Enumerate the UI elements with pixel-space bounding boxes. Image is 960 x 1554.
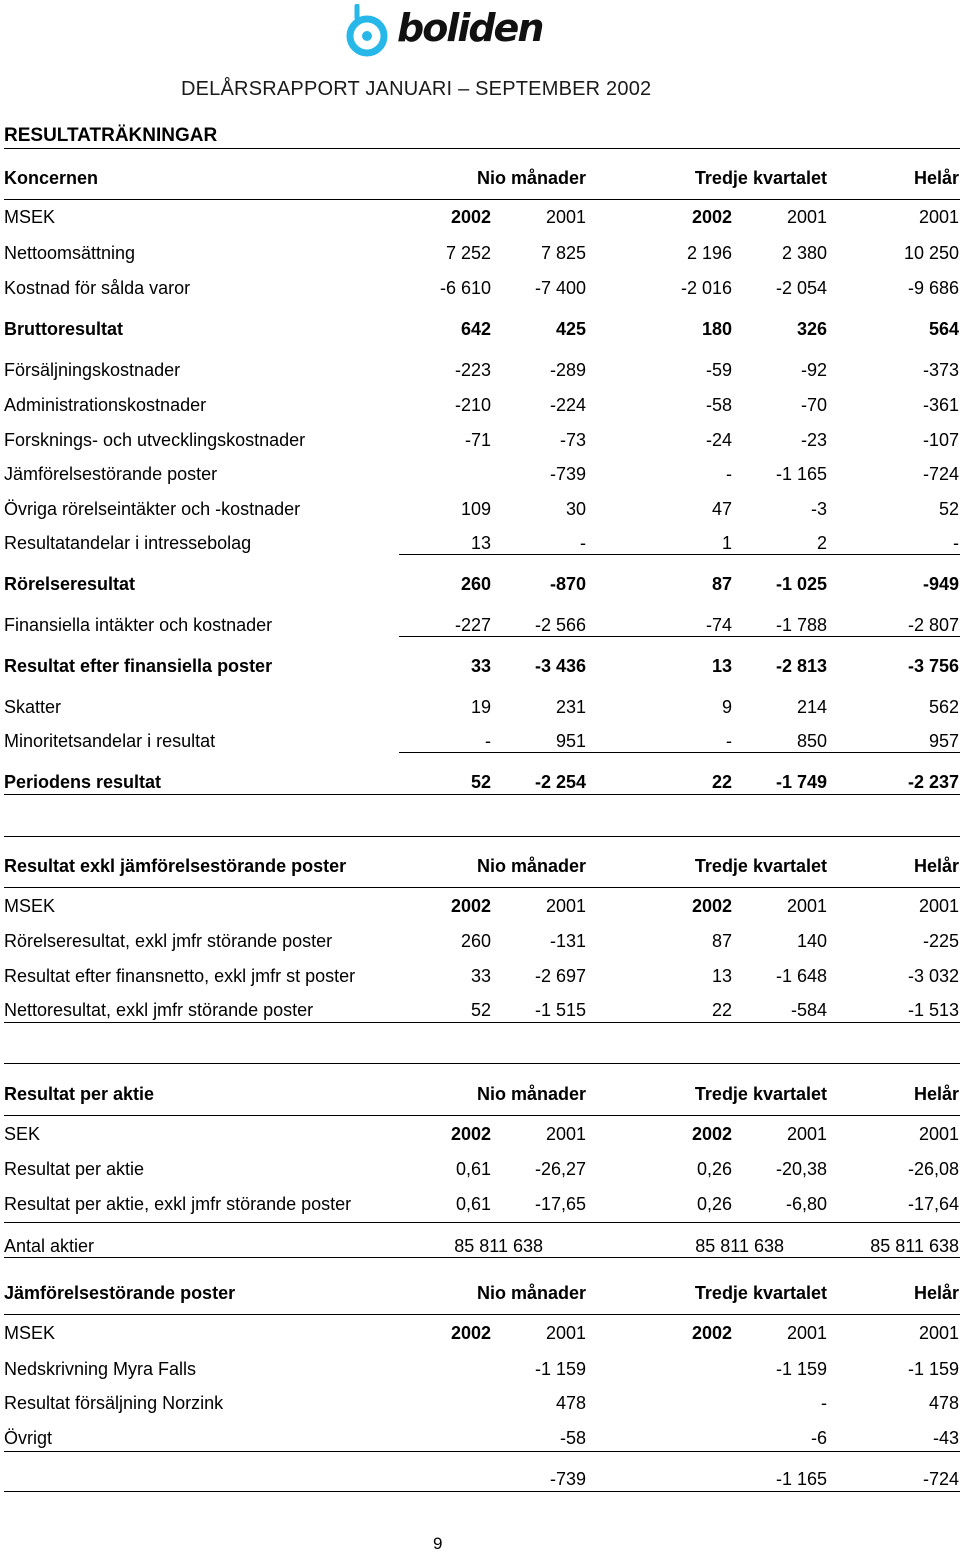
section-header-rule [4, 1314, 960, 1315]
section-title: Resultat per aktie [4, 1084, 155, 1104]
section-title: Resultat exkl jämförelsestörande poster [4, 856, 347, 876]
column-header-nio-manader: Nio månader [476, 168, 586, 188]
cell-value: 260 [460, 931, 491, 951]
cell-value: -26,27 [534, 1159, 586, 1179]
total-rule [4, 1022, 960, 1023]
cell-value: 0,61 [455, 1194, 491, 1214]
year-header: 2002 [691, 1124, 732, 1144]
column-header-helar: Helår [913, 168, 959, 188]
cell-value: -7 400 [534, 278, 586, 298]
year-header: 2002 [450, 1323, 491, 1343]
cell-value: -225 [922, 931, 959, 951]
cell-value: -373 [922, 360, 959, 380]
cell-value: -739 [549, 1469, 586, 1489]
table-row [0, 278, 960, 302]
cell-value: 47 [711, 499, 732, 519]
table-row [0, 772, 960, 796]
cell-value: -1 165 [775, 1469, 827, 1489]
column-header-helar: Helår [913, 1283, 959, 1303]
row-label: Resultat försäljning Norzink [4, 1393, 224, 1413]
cell-value: -3 [810, 499, 827, 519]
rule-line [4, 1257, 960, 1258]
cell-value: 52 [470, 1000, 491, 1020]
cell-value: -227 [454, 615, 491, 635]
row-label: Finansiella intäkter och kostnader [4, 615, 273, 635]
unit-label: MSEK [4, 896, 56, 916]
cell-value: -724 [922, 1469, 959, 1489]
cell-value: - [953, 533, 959, 553]
page-number: 9 [433, 1534, 443, 1553]
column-header-helar: Helår [913, 1084, 959, 1104]
cell-value: -224 [549, 395, 586, 415]
cell-value: -223 [454, 360, 491, 380]
year-header: 2002 [450, 1124, 491, 1144]
table-row [0, 931, 960, 955]
boliden-logo-text: boliden [397, 6, 543, 50]
unit-label: MSEK [4, 1323, 56, 1343]
row-label: Resultat per aktie, exkl jmfr störande poster [4, 1194, 352, 1214]
cell-value: -92 [800, 360, 827, 380]
cell-value: 478 [928, 1393, 959, 1413]
cell-value: -1 165 [775, 464, 827, 484]
cell-value: -1 159 [907, 1359, 959, 1379]
cell-value: -23 [800, 430, 827, 450]
unit-row [0, 1323, 960, 1347]
cell-value: -107 [922, 430, 959, 450]
cell-value: -361 [922, 395, 959, 415]
row-label: Nedskrivning Myra Falls [4, 1359, 197, 1379]
cell-value: -210 [454, 395, 491, 415]
section-header-rule [4, 887, 960, 888]
row-label: Jämförelsestörande poster [4, 464, 218, 484]
table-row [0, 319, 960, 343]
report-title: DELÅRSRAPPORT JANUARI – SEPTEMBER 2002 [181, 78, 652, 100]
cell-value: 326 [796, 319, 827, 339]
table-row [0, 1359, 960, 1383]
cell-value: -6 610 [439, 278, 491, 298]
cell-value: -1 788 [775, 615, 827, 635]
table-row [0, 1000, 960, 1024]
table-row [0, 395, 960, 419]
cell-value: 33 [470, 656, 491, 676]
cell-value: -2 813 [775, 656, 827, 676]
cell-value: -1 159 [534, 1359, 586, 1379]
section-header [0, 856, 960, 880]
row-label: Administrationskostnader [4, 395, 207, 415]
row-label: Rörelseresultat, exkl jmfr störande poster [4, 931, 333, 951]
section-top-rule [4, 1063, 960, 1064]
row-label: Resultat efter finansiella poster [4, 656, 273, 676]
cell-value: - [726, 464, 732, 484]
section-title: Koncernen [4, 168, 99, 188]
column-header-helar: Helår [913, 856, 959, 876]
cell-value: - [726, 731, 732, 751]
cell-value: 22 [711, 1000, 732, 1020]
unit-row [0, 896, 960, 920]
year-header: 2002 [691, 1323, 732, 1343]
cell-value: 2 [816, 533, 827, 553]
cell-value: -2 566 [534, 615, 586, 635]
cell-value: 87 [711, 574, 732, 594]
section-header-rule [4, 1115, 960, 1116]
column-header-nio-manader: Nio månader [476, 1283, 586, 1303]
year-header: 2001 [918, 1124, 959, 1144]
cell-value: 10 250 [903, 243, 959, 263]
cell-value: -289 [549, 360, 586, 380]
year-header: 2002 [450, 896, 491, 916]
unit-label: MSEK [4, 207, 56, 227]
column-header-tredje-kvartalet: Tredje kvartalet [694, 1084, 827, 1104]
cell-value: -584 [790, 1000, 827, 1020]
cell-value: 2 196 [686, 243, 732, 263]
cell-value: 214 [796, 697, 827, 717]
table-row [0, 243, 960, 267]
cell-value: -3 436 [534, 656, 586, 676]
cell-value: -739 [549, 464, 586, 484]
cell-value: 33 [470, 966, 491, 986]
section-header-rule [4, 199, 960, 200]
column-header-nio-manader: Nio månader [476, 1084, 586, 1104]
row-label: Forsknings- och utvecklingskostnader [4, 430, 306, 450]
cell-value: -17,64 [907, 1194, 959, 1214]
cell-value: -949 [922, 574, 959, 594]
cell-value: 564 [928, 319, 959, 339]
cell-value: 0,61 [455, 1159, 491, 1179]
year-header: 2001 [545, 207, 586, 227]
cell-value: -724 [922, 464, 959, 484]
column-header-tredje-kvartalet: Tredje kvartalet [694, 1283, 827, 1303]
year-header: 2001 [786, 1323, 827, 1343]
row-label: Skatter [4, 697, 62, 717]
cell-value: 85 811 638 [870, 1236, 959, 1256]
cell-value: 9 [721, 697, 732, 717]
section-title: Jämförelsestörande poster [4, 1283, 236, 1303]
cell-value: -2 054 [775, 278, 827, 298]
row-label: Kostnad för sålda varor [4, 278, 191, 298]
row-label: Resultatandelar i intressebolag [4, 533, 252, 553]
cell-value: -20,38 [775, 1159, 827, 1179]
column-header-nio-manader: Nio månader [476, 856, 586, 876]
table-row [0, 1159, 960, 1183]
cell-value: -1 513 [907, 1000, 959, 1020]
cell-value: 13 [711, 656, 732, 676]
row-label: Resultat per aktie [4, 1159, 145, 1179]
cell-value: 260 [460, 574, 491, 594]
boliden-logo-mark [345, 4, 393, 60]
section-top-rule [4, 148, 960, 149]
cell-value: -43 [932, 1428, 959, 1448]
total-rule [4, 1491, 960, 1492]
row-label: Nettoomsättning [4, 243, 136, 263]
cell-value: -58 [559, 1428, 586, 1448]
cell-value: 52 [470, 772, 491, 792]
unit-row [0, 1124, 960, 1148]
cell-value: 642 [460, 319, 491, 339]
year-header: 2001 [545, 1124, 586, 1144]
cell-value: -3 032 [907, 966, 959, 986]
year-header: 2002 [450, 207, 491, 227]
table-row [0, 1393, 960, 1417]
row-label: Försäljningskostnader [4, 360, 181, 380]
row-label: Nettoresultat, exkl jmfr störande poster [4, 1000, 314, 1020]
year-header: 2001 [545, 1323, 586, 1343]
row-label: Periodens resultat [4, 772, 162, 792]
row-label: Bruttoresultat [4, 319, 124, 339]
cell-value: -73 [559, 430, 586, 450]
row-label: Antal aktier [4, 1236, 95, 1256]
table-row [0, 1194, 960, 1218]
cell-value: -6,80 [785, 1194, 827, 1214]
section-header [0, 168, 960, 192]
cell-value: -58 [705, 395, 732, 415]
cell-value: - [580, 533, 586, 553]
column-header-tredje-kvartalet: Tredje kvartalet [694, 856, 827, 876]
cell-value: -1 025 [775, 574, 827, 594]
row-label: Övrigt [4, 1428, 53, 1448]
table-row [0, 360, 960, 384]
cell-value: 109 [460, 499, 491, 519]
cell-value: -24 [705, 430, 732, 450]
cell-value: -1 749 [775, 772, 827, 792]
year-header: 2001 [918, 1323, 959, 1343]
table-row [0, 430, 960, 454]
year-header: 2001 [918, 896, 959, 916]
cell-value: 957 [928, 731, 959, 751]
year-header: 2001 [786, 1124, 827, 1144]
cell-value: -3 756 [907, 656, 959, 676]
table-row [0, 697, 960, 721]
unit-label: SEK [4, 1124, 41, 1144]
cell-value: -2 237 [907, 772, 959, 792]
cell-value: -131 [549, 931, 586, 951]
rule-line [4, 1222, 960, 1223]
cell-value: -1 648 [775, 966, 827, 986]
cell-value: 0,26 [696, 1194, 732, 1214]
cell-value: -17,65 [534, 1194, 586, 1214]
cell-value: -9 686 [907, 278, 959, 298]
cell-value: 87 [711, 931, 732, 951]
section-top-rule [4, 836, 960, 837]
cell-value: 7 252 [445, 243, 491, 263]
total-rule [4, 794, 960, 795]
section-header [0, 1084, 960, 1108]
table-row [0, 499, 960, 523]
year-header: 2002 [691, 207, 732, 227]
cell-value: 140 [796, 931, 827, 951]
cell-value: 85 811 638 [695, 1236, 784, 1256]
subtotal-rule [399, 636, 960, 637]
table-row [0, 656, 960, 680]
cell-value: -1 159 [775, 1359, 827, 1379]
cell-value: -2 254 [534, 772, 586, 792]
cell-value: -870 [549, 574, 586, 594]
column-header-tredje-kvartalet: Tredje kvartalet [694, 168, 827, 188]
year-header: 2001 [545, 896, 586, 916]
subtotal-rule [4, 1451, 960, 1452]
cell-value: 7 825 [540, 243, 586, 263]
cell-value: 231 [555, 697, 586, 717]
document-heading: RESULTATRÄKNINGAR [4, 125, 218, 146]
table-row [0, 966, 960, 990]
cell-value: 478 [555, 1393, 586, 1413]
cell-value: 850 [796, 731, 827, 751]
year-header: 2001 [786, 896, 827, 916]
cell-value: 562 [928, 697, 959, 717]
cell-value: 85 811 638 [454, 1236, 543, 1256]
cell-value: 0,26 [696, 1159, 732, 1179]
table-row [0, 1469, 960, 1493]
cell-value: -71 [464, 430, 491, 450]
row-label: Rörelseresultat [4, 574, 136, 594]
row-label: Minoritetsandelar i resultat [4, 731, 216, 751]
table-row [0, 574, 960, 598]
year-header: 2002 [691, 896, 732, 916]
cell-value: 951 [555, 731, 586, 751]
year-header: 2001 [918, 207, 959, 227]
cell-value: 1 [721, 533, 732, 553]
subtotal-rule [399, 752, 960, 753]
boliden-logo [345, 4, 545, 60]
row-label: Övriga rörelseintäkter och -kostnader [4, 499, 301, 519]
cell-value: 13 [470, 533, 491, 553]
cell-value: -70 [800, 395, 827, 415]
cell-value: 13 [711, 966, 732, 986]
cell-value: - [485, 731, 491, 751]
cell-value: 30 [565, 499, 586, 519]
section-header [0, 1283, 960, 1307]
cell-value: 425 [555, 319, 586, 339]
cell-value: -2 697 [534, 966, 586, 986]
unit-row [0, 207, 960, 231]
subtotal-rule [399, 554, 960, 555]
cell-value: - [821, 1393, 827, 1413]
row-label: Resultat efter finansnetto, exkl jmfr st poster [4, 966, 356, 986]
cell-value: 22 [711, 772, 732, 792]
cell-value: -59 [705, 360, 732, 380]
cell-value: -74 [705, 615, 732, 635]
year-header: 2001 [786, 207, 827, 227]
cell-value: 19 [470, 697, 491, 717]
cell-value: -26,08 [907, 1159, 959, 1179]
cell-value: -2 807 [907, 615, 959, 635]
cell-value: -6 [810, 1428, 827, 1448]
table-row [0, 1428, 960, 1452]
cell-value: 180 [701, 319, 732, 339]
cell-value: -1 515 [534, 1000, 586, 1020]
cell-value: -2 016 [680, 278, 732, 298]
table-row [0, 464, 960, 488]
cell-value: 2 380 [781, 243, 827, 263]
cell-value: 52 [938, 499, 959, 519]
